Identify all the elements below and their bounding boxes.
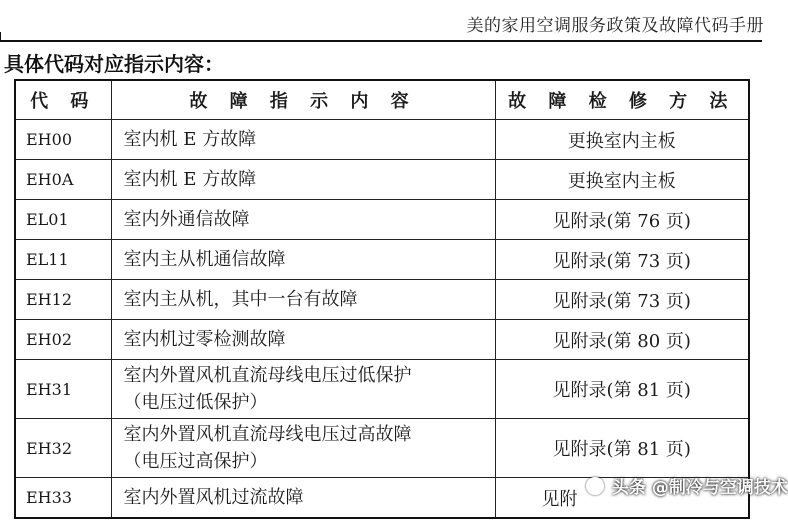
description-line: 室内机 E 方故障 [123, 129, 257, 150]
description-cell [111, 419, 495, 478]
header-tick [0, 32, 1, 40]
section-title: 具体代码对应指示内容： [4, 52, 224, 76]
repair-cell: 更换室内主板 [495, 120, 749, 160]
table-row [15, 240, 749, 280]
description-line: 室内主从机，其中一台有故障 [123, 289, 358, 310]
table-row [15, 120, 749, 160]
header-title: 美的家用空调服务政策及故障代码手册 [466, 16, 764, 36]
repair-cell: 见附录(第 73 页) [495, 240, 749, 280]
description-cell [111, 200, 495, 240]
watermark [586, 473, 788, 498]
description-cell [111, 160, 495, 200]
table-header-row [15, 80, 749, 120]
code-cell: EH00 [15, 120, 111, 160]
column-header-code: 代 码 [15, 80, 111, 120]
description-line-2: （电压过低保护） [123, 392, 268, 413]
description-line-2: （电压过高保护） [123, 451, 268, 472]
code-cell: EL01 [15, 200, 111, 240]
header-divider [0, 40, 762, 42]
table-row [15, 200, 749, 240]
repair-cell: 见附录(第 81 页) [495, 360, 749, 419]
repair-cell: 见附录(第 80 页) [495, 320, 749, 360]
code-cell: EH32 [15, 419, 111, 478]
fault-code-table [14, 79, 750, 519]
table-row [15, 419, 749, 478]
repair-cell: 见附 [495, 478, 749, 519]
repair-cell: 见附录(第 76 页) [495, 200, 749, 240]
watermark-logo-icon [586, 477, 604, 495]
code-cell: EH33 [15, 478, 111, 519]
table-row [15, 160, 749, 200]
description-cell [111, 120, 495, 160]
description-line: 室内机过零检测故障 [123, 329, 286, 350]
description-line: 室内外置风机直流母线电压过低保护 [123, 365, 412, 386]
column-header-description: 故 障 指 示 内 容 [111, 80, 495, 120]
table-row [15, 360, 749, 419]
column-header-repair-method: 故 障 检 修 方 法 [495, 80, 749, 120]
description-cell [111, 320, 495, 360]
table-row [15, 320, 749, 360]
code-cell: EH0A [15, 160, 111, 200]
description-cell [111, 280, 495, 320]
watermark-text: 头条 @制冷与空调技术 [611, 478, 788, 498]
description-line: 室内机 E 方故障 [123, 169, 257, 190]
code-cell: EH02 [15, 320, 111, 360]
description-line: 室内外置风机过流故障 [123, 487, 304, 508]
description-line: 室内外置风机直流母线电压过高故障 [123, 424, 412, 445]
code-cell: EH31 [15, 360, 111, 419]
description-cell [111, 478, 495, 519]
description-line: 室内外通信故障 [123, 209, 250, 230]
code-cell: EL11 [15, 240, 111, 280]
table-row [15, 280, 749, 320]
code-cell: EH12 [15, 280, 111, 320]
description-cell [111, 360, 495, 419]
repair-cell: 见附录(第 81 页) [495, 419, 749, 478]
repair-cell: 见附录(第 73 页) [495, 280, 749, 320]
description-cell [111, 240, 495, 280]
repair-cell: 更换室内主板 [495, 160, 749, 200]
description-line: 室内主从机通信故障 [123, 249, 286, 270]
